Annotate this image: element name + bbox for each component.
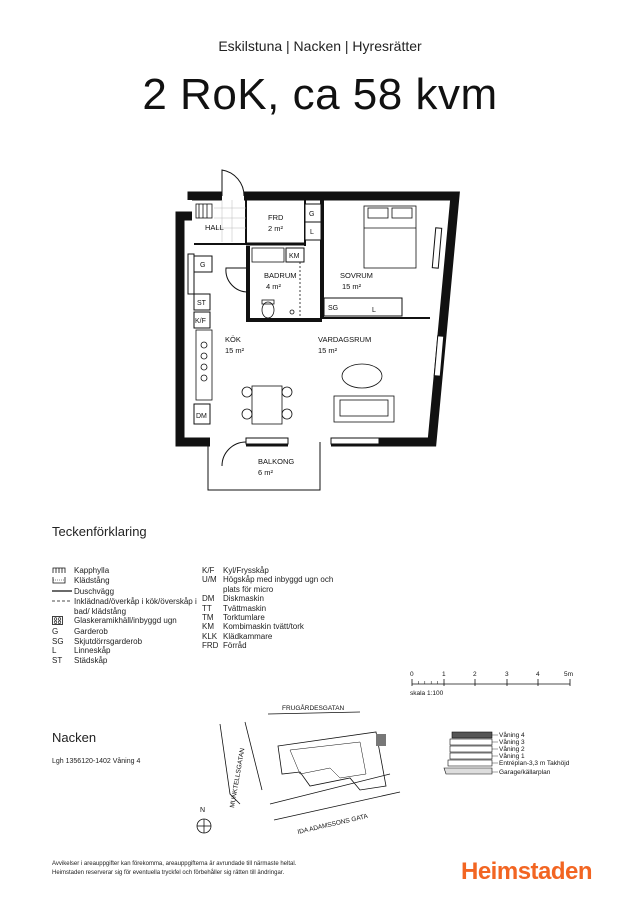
legend-item: Inklädnad/överkåp i kök/överskåp i bad/ klädstång (52, 597, 202, 616)
legend-item: FRD Förråd (202, 641, 247, 651)
hob-icon (52, 616, 74, 627)
hall-tile-grid (214, 200, 246, 242)
floor-label: Våning 1 (499, 753, 525, 760)
disclaimer-line: Heimstaden reserverar sig för eventuella tryckfel och förbehåller sig rätten till ändringar. (52, 870, 285, 876)
legend-item: Duschvägg (52, 587, 202, 597)
fixture-dm: DM (196, 413, 207, 420)
brand-logo: Heimstaden (461, 858, 593, 885)
room-label-balkong: BALKONG (258, 457, 295, 466)
legend-left (52, 566, 202, 665)
legend-item: G Garderob (52, 627, 108, 637)
legend-item: Kapphylla (52, 566, 202, 576)
room-label-frd: FRD (268, 213, 284, 222)
legend-item: TT Tvättmaskin (202, 603, 267, 613)
legend-item: Glaskeramikhäll/inbyggd ugn (52, 616, 202, 627)
scale-bar (404, 664, 584, 704)
floor-label: Våning 4 (499, 732, 525, 739)
coffee-table-icon (342, 364, 382, 388)
legend-item: ST Städskåp (52, 655, 108, 665)
scale-label: skala 1:100 (410, 690, 444, 697)
fixture-st: ST (197, 300, 206, 307)
legend-right (202, 566, 340, 651)
street-label: MUNKTELLSGATAN (229, 747, 247, 809)
room-label-vardagsrum: VARDAGSRUM (318, 335, 372, 344)
page-title: 2 RoK, ca 58 kvm (142, 70, 498, 119)
fixture-l-1: L (310, 229, 314, 236)
svg-text:N: N (200, 807, 206, 814)
fixture-sg: SG (328, 305, 339, 312)
room-area-frd: 2 m² (268, 224, 283, 233)
location-subtitle: Eskilstuna | Nacken | Hyresrätter (218, 38, 422, 54)
room-area-vardagsrum: 15 m² (318, 346, 338, 355)
floors-diagram (442, 728, 602, 784)
site-map (190, 694, 430, 844)
north-arrow-icon (197, 807, 211, 833)
scale-tick: 3 (505, 671, 509, 678)
legend-item: TM Torktumlare (202, 613, 265, 623)
line-icon (52, 587, 74, 597)
bed-icon (364, 206, 416, 268)
apartment-number: Lgh 1356120-1402 Våning 4 (52, 758, 141, 765)
disclaimer (52, 860, 412, 878)
room-area-balkong: 6 m² (258, 468, 273, 477)
room-area-badrum: 4 m² (266, 282, 281, 291)
current-floor-marker (452, 732, 492, 738)
sofa-icon (334, 396, 394, 422)
scale-tick: 4 (536, 671, 540, 678)
legend-item: K/F Kyl/Frysskåp (202, 566, 269, 575)
dash-icon (52, 597, 74, 616)
hall-shelf-icon (196, 204, 212, 218)
disclaimer-line: Avvikelser i areauppgifter kan förekomma, areauppgifterna är avrundade till närmaste heltal. (52, 861, 297, 867)
legend-item: KM Kombimaskin tvätt/tork (202, 622, 304, 632)
floor-label: Garage/källarplan (499, 769, 551, 776)
location-area: Nacken (52, 730, 97, 745)
room-label-hall: HALL (205, 223, 224, 232)
legend-item: SG Skjutdörrsgarderob (52, 636, 143, 646)
room-area-kok: 15 m² (225, 346, 245, 355)
legend-item: Klädstång (52, 576, 202, 586)
fixture-g-2: G (200, 262, 206, 269)
shelf-icon (52, 566, 74, 576)
dining-table-icon (242, 386, 292, 424)
legend-item: U/M Högskåp med inbyggd ugn och plats för micro (202, 575, 334, 594)
scale-tick: 2 (473, 671, 477, 678)
room-area-sovrum: 15 m² (342, 282, 362, 291)
fixture-l-2: L (372, 307, 376, 314)
fixture-km: KM (289, 253, 300, 260)
fixture-g-1: G (309, 211, 315, 218)
rail-icon (52, 576, 74, 586)
room-label-badrum: BADRUM (264, 271, 297, 280)
floor-label: Våning 3 (499, 739, 525, 746)
street-label: IDA ADAMSSONS GATA (296, 812, 369, 836)
legend-item: DM Diskmaskin (202, 594, 264, 604)
legend-item: KLK Klädkammare (202, 631, 273, 641)
room-label-kok: KÖK (225, 335, 241, 344)
scale-tick: 0 (410, 671, 414, 678)
street-label: FRUGÅRDESGATAN (282, 705, 345, 712)
room-label-sovrum: SOVRUM (340, 271, 373, 280)
floor-label: Våning 2 (499, 746, 525, 753)
scale-tick: 1 (442, 671, 446, 678)
floor-label: Entréplan-3,3 m Takhöjd (499, 760, 570, 767)
scale-tick: 5m (564, 671, 574, 678)
wall-window (188, 254, 194, 294)
legend-title: Teckenförklaring (52, 524, 147, 539)
legend-item: L Linneskåp (52, 646, 111, 656)
fixture-kf: K/F (195, 318, 206, 325)
building-marker (376, 734, 386, 746)
